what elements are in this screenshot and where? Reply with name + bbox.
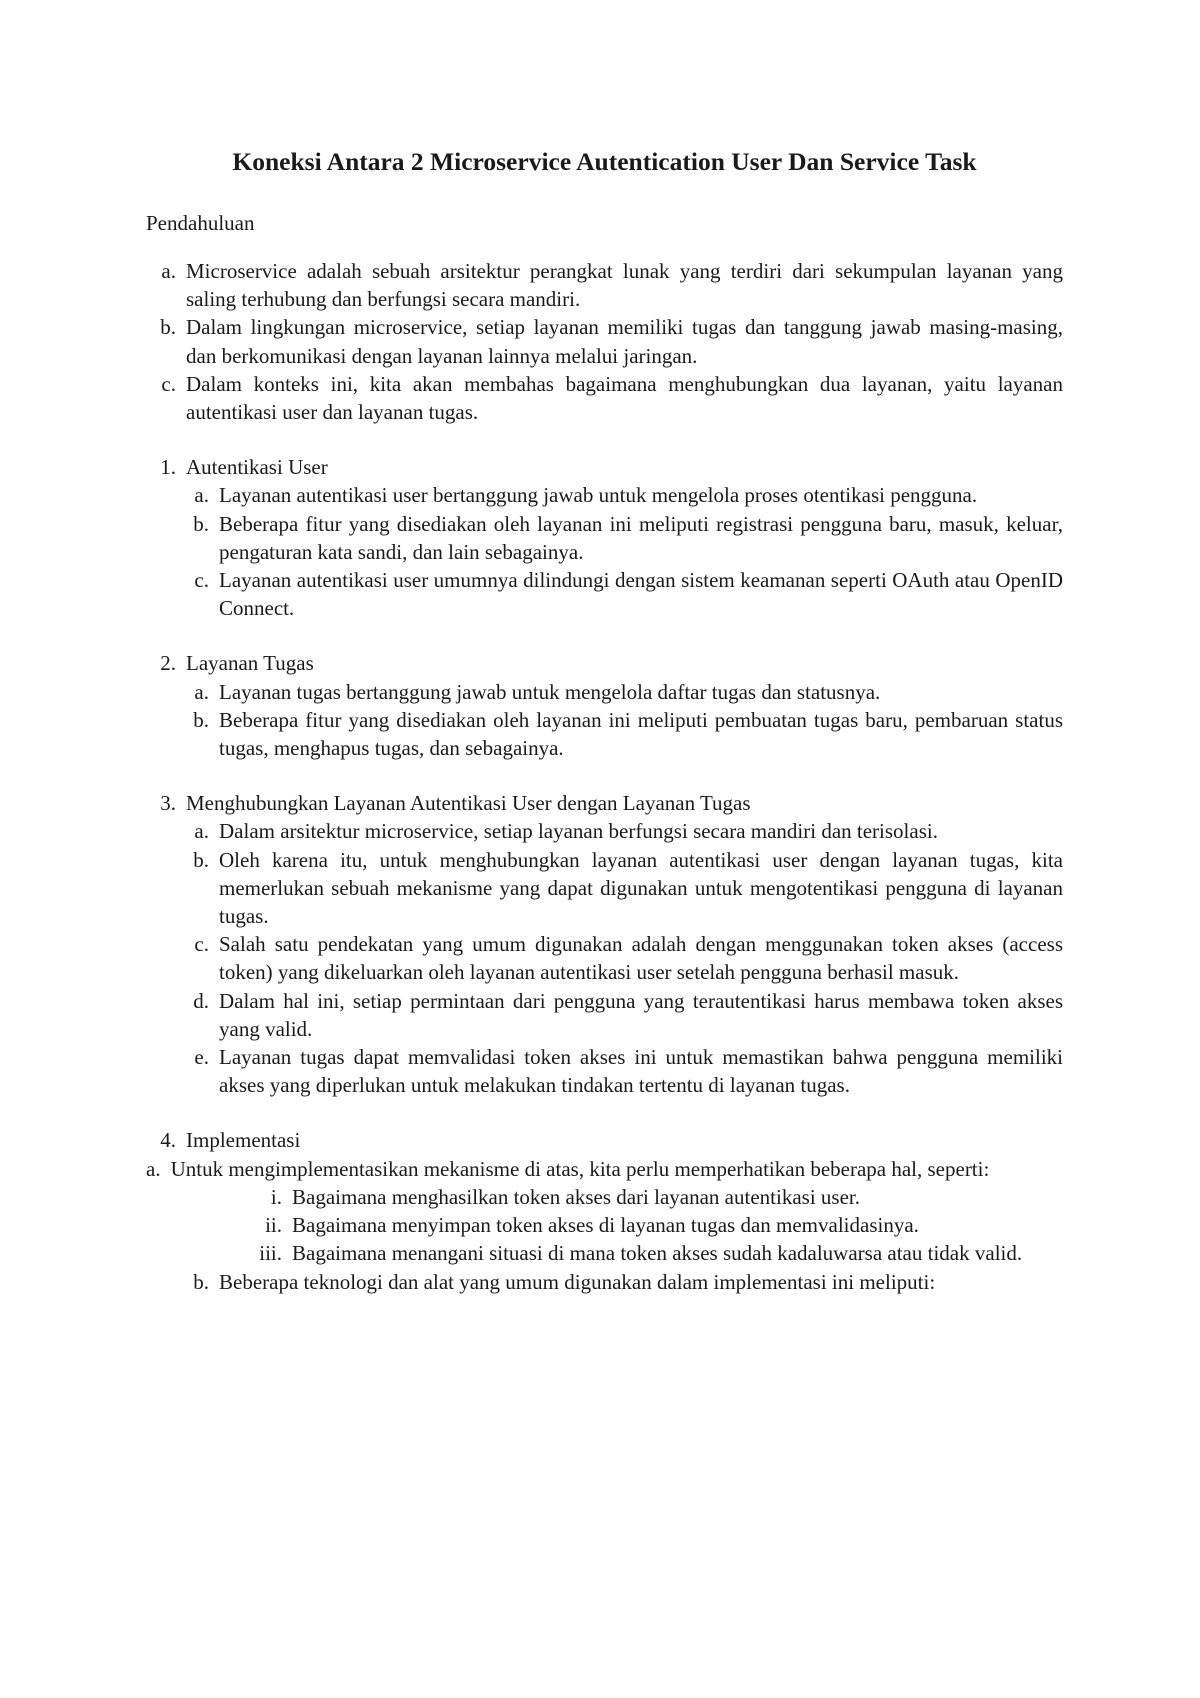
list-item-text: Untuk mengimplementasikan mekanisme di atas, kita perlu memperhatikan beberapa hal, seperti: <box>170 1156 990 1181</box>
list-marker: b. <box>193 847 209 872</box>
intro-item <box>146 370 1063 426</box>
intro-list <box>146 257 1063 426</box>
section-number: 1. <box>160 455 176 480</box>
section-number: 3. <box>160 791 176 816</box>
list-item-text: Beberapa fitur yang disediakan oleh layanan ini meliputi pembuatan tugas baru, pembaruan status tugas, menghapus tugas, dan sebagainya. <box>219 707 1063 761</box>
list-item-text: Dalam hal ini, setiap permintaan dari pengguna yang terautentikasi harus membawa token akses yang valid. <box>219 988 1063 1041</box>
list-item <box>146 987 1063 1043</box>
roman-list-item <box>219 1239 1063 1267</box>
list-marker: b. <box>193 1269 209 1294</box>
section-heading: Autentikasi User <box>186 455 328 480</box>
list-item <box>146 566 1063 622</box>
list-marker: c. <box>161 371 176 396</box>
list-marker: b. <box>160 315 176 340</box>
list-item-text: Oleh karena itu, untuk menghubungkan layanan autentikasi user dengan layanan tugas, kita memerlukan sebuah mekanisme yang dapat digunakan untuk mengotentikasi pengguna di layanan tugas. <box>219 847 1063 929</box>
list-item-text: Beberapa fitur yang disediakan oleh layanan ini meliputi registrasi pengguna baru, masuk, keluar, pengaturan kata sandi, dan lain sebagainya. <box>219 511 1063 564</box>
list-item-text: Layanan autentikasi user bertanggung jawab untuk mengelola proses otentikasi pengguna. <box>219 483 978 508</box>
list-item <box>146 1268 1063 1296</box>
list-marker: a. <box>146 1156 161 1181</box>
list-marker: iii. <box>259 1241 282 1266</box>
list-item-text: Bagaimana menyimpan token akses di layanan tugas dan memvalidasinya. <box>292 1213 919 1238</box>
list-item <box>146 846 1063 931</box>
list-item-text: Bagaimana menangani situasi di mana token akses sudah kadaluwarsa atau tidak valid. <box>292 1241 1023 1266</box>
list-item <box>146 1043 1063 1099</box>
list-marker: i. <box>270 1184 282 1209</box>
document-title: Koneksi Antara 2 Microservice Autentication User Dan Service Task <box>232 147 977 176</box>
list-marker: a. <box>194 679 209 704</box>
list-item-text: Bagaimana menghasilkan token akses dari layanan autentikasi user. <box>292 1184 860 1209</box>
roman-list-item <box>219 1211 1063 1239</box>
list-item-text: Dalam lingkungan microservice, setiap layanan memiliki tugas dan tanggung jawab masing-masing, dan berkomunikasi dengan layanan lainnya melalui jaringan. <box>186 315 1063 368</box>
list-item <box>146 706 1063 762</box>
list-item-text: Salah satu pendekatan yang umum digunakan adalah dengan menggunakan token akses (access token) yang dikeluarkan oleh layanan autentikasi user setelah pengguna berhasil masuk. <box>219 932 1063 985</box>
section-heading-row <box>146 1126 1063 1154</box>
list-item <box>146 1155 1063 1183</box>
sections-list <box>146 453 1063 1295</box>
roman-sublist <box>146 1183 1063 1268</box>
section-heading-row <box>146 649 1063 677</box>
list-marker: e. <box>194 1045 209 1070</box>
section-implementasi <box>146 1126 1063 1295</box>
list-item-text: Layanan tugas bertanggung jawab untuk mengelola daftar tugas dan statusnya. <box>219 679 881 704</box>
section-heading: Menghubungkan Layanan Autentikasi User dengan Layanan Tugas <box>186 791 751 816</box>
section-menghubungkan-layanan <box>146 789 1063 1099</box>
section-sublist <box>146 1155 1063 1296</box>
list-marker: b. <box>193 707 209 732</box>
list-item <box>146 510 1063 566</box>
list-item <box>146 481 1063 509</box>
section-heading: Layanan Tugas <box>186 651 314 676</box>
intro-item <box>146 257 1063 313</box>
intro-item <box>146 313 1063 369</box>
list-marker: a. <box>194 819 209 844</box>
section-sublist <box>146 678 1063 763</box>
list-marker: b. <box>193 511 209 536</box>
list-marker: a. <box>194 483 209 508</box>
roman-list-item <box>219 1183 1063 1211</box>
section-heading-row <box>146 453 1063 481</box>
list-item-text: Beberapa teknologi dan alat yang umum digunakan dalam implementasi ini meliputi: <box>219 1269 936 1294</box>
list-item <box>146 678 1063 706</box>
list-item-text: Layanan autentikasi user umumnya dilindungi dengan sistem keamanan seperti OAuth atau OpenID Connect. <box>219 568 1063 621</box>
section-autentikasi-user <box>146 453 1063 622</box>
section-sublist <box>146 817 1063 1099</box>
intro-label: Pendahuluan <box>146 211 255 235</box>
list-marker: c. <box>194 568 209 593</box>
section-number: 2. <box>160 651 176 676</box>
list-marker: a. <box>161 259 176 283</box>
section-layanan-tugas <box>146 649 1063 762</box>
list-item-text: Layanan tugas dapat memvalidasi token akses ini untuk memastikan bahwa pengguna memiliki akses yang diperlukan untuk melakukan tindakan tertentu di layanan tugas. <box>219 1045 1063 1098</box>
section-sublist <box>146 481 1063 622</box>
section-heading: Implementasi <box>186 1128 301 1153</box>
list-item <box>146 817 1063 845</box>
section-number: 4. <box>160 1128 176 1153</box>
list-marker: c. <box>194 932 209 957</box>
list-item <box>146 930 1063 986</box>
list-marker: d. <box>193 988 209 1013</box>
list-item-text: Dalam arsitektur microservice, setiap layanan berfungsi secara mandiri dan terisolasi. <box>219 819 938 844</box>
section-heading-row <box>146 789 1063 817</box>
list-item-text: Dalam konteks ini, kita akan membahas bagaimana menghubungkan dua layanan, yaitu layanan autentikasi user dan layanan tugas. <box>186 371 1063 425</box>
list-item-with-subitems <box>146 1155 1063 1268</box>
list-marker: ii. <box>265 1213 282 1238</box>
list-item-text: Microservice adalah sebuah arsitektur perangkat lunak yang terdiri dari sekumpulan layanan yang saling terhubung dan berfungsi secara mandiri. <box>186 259 1063 312</box>
